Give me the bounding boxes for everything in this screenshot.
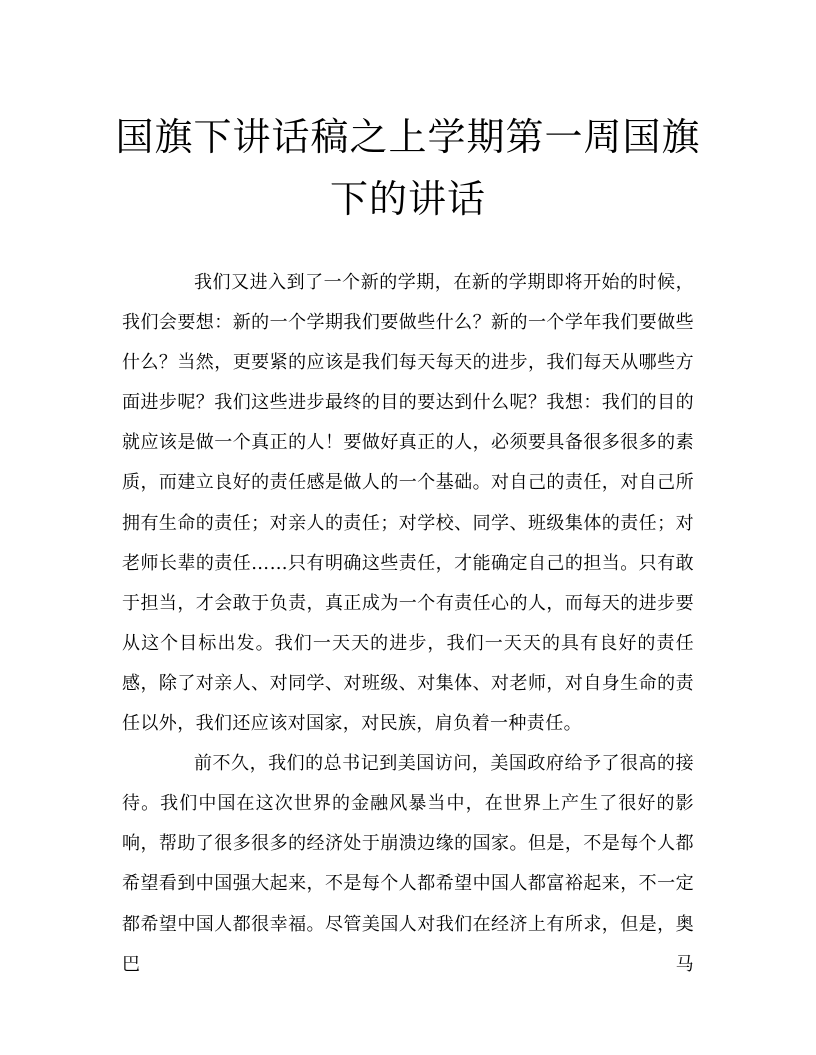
- paragraph-2: 前不久，我们的总书记到美国访问，美国政府给予了很高的接待。我们中国在这次世界的金融风暴当中，在世界上产生了很好的影响，帮助了很多很多的经济处于崩溃边缘的国家。但是，不是每个人都希望看到中国强大起来，不是每个人都希望中国人都富裕起来，不一定都希望中国人都很幸福。尽管美国人对我们在经济上有所求，但是，奥巴马: [122, 753, 694, 975]
- document-title: 国旗下讲话稿之上学期第一周国旗下的讲话: [115, 115, 701, 221]
- paragraph-1: 我们又进入到了一个新的学期，在新的学期即将开始的时候，我们会要想：新的一个学期我们要做些什么？新的一个学年我们要做些什么？当然，更要紧的应该是我们每天每天的进步，我们每天从哪些方面进步呢？我们这些进步最终的目的要达到什么呢？我想：我们的目的就应该是做一个真正的人！要做好真正的人，必须要具备很多很多的素质，而建立良好的责任感是做人的一个基础。对自己的责任，对自己所拥有生命的责任；对亲人的责任；对学校、同学、班级集体的责任；对老师长辈的责任……只有明确这些责任，才能确定自己的担当。只有敢于担当，才会敢于负责，真正成为一个有责任心的人，而每天的进步要从这个目标出发。我们一天天的进步，我们一天天的具有良好的责任感，除了对亲人、对同学、对班级、对集体、对老师，对自身生命的责任以外，我们还应该对国家，对民族，肩负着一种责任。: [122, 272, 694, 735]
- document-body: [122, 263, 694, 985]
